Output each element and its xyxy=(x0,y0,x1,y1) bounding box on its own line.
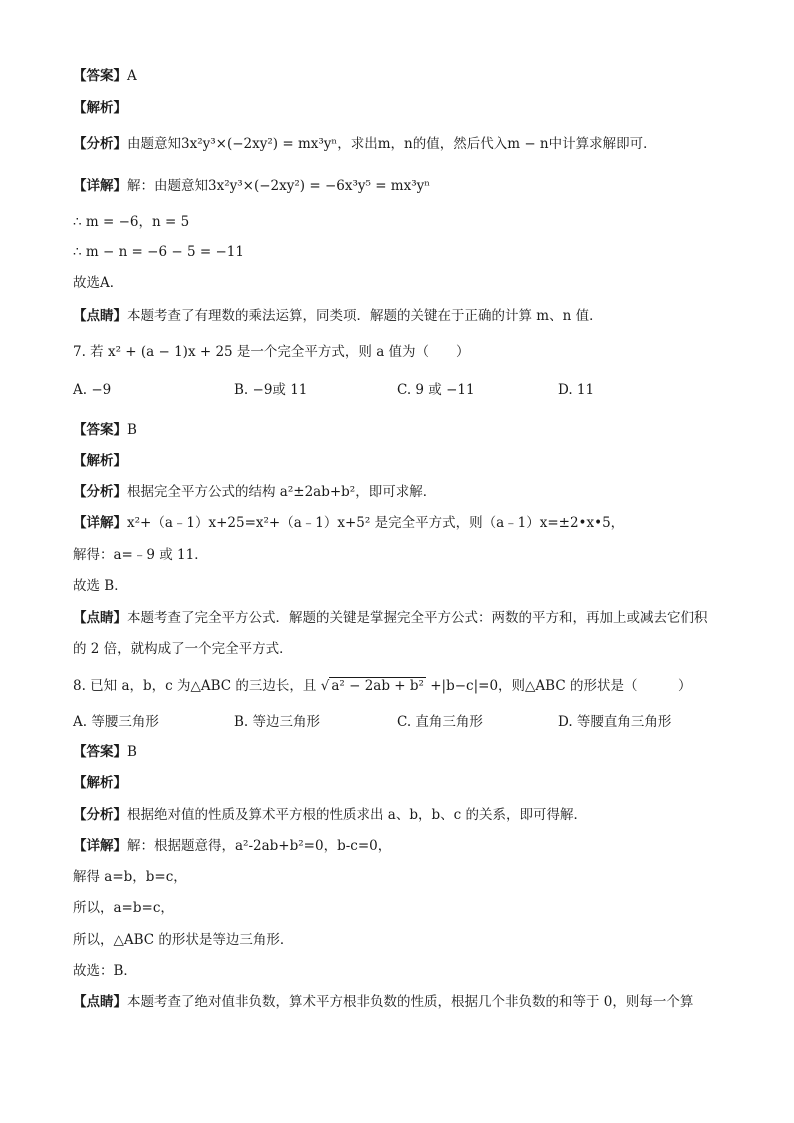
q7-option-c: C. 9 或 −11 xyxy=(397,382,475,398)
q8-fenxi-line xyxy=(73,805,587,825)
answer-value: B xyxy=(127,422,137,438)
q8-xiangjie-line xyxy=(73,836,391,856)
xiangjie-tag: 【详解】 xyxy=(73,838,127,854)
q6-dianjing-line xyxy=(73,306,603,326)
q7-option-d: D. 11 xyxy=(558,382,595,398)
q8-radicand: a² − 2ab + b² xyxy=(331,678,424,694)
q8-step-2: 所以，a=b=c， xyxy=(73,900,174,916)
dianjing-text: 本题考查了完全平方公式．解题的关键是掌握完全平方公式：两数的平方和，再加上或减去它们积的 2 倍，就构成了一个完全平方式． xyxy=(73,610,708,657)
q8-answer-line xyxy=(73,742,137,762)
q6-conclusion: 故选A． xyxy=(73,275,124,291)
q7-stem: 7. 若 x² + (a − 1)x + 25 是一个完全平方式，则 a 值为（ ） xyxy=(73,344,470,360)
q8-stem-pre: 8. 已知 a，b，c 为△ABC 的三边长，且 xyxy=(73,678,321,694)
q7-xiangjie-line xyxy=(73,513,624,533)
q8-conclusion: 故选：B． xyxy=(73,963,137,979)
q6-fenxi-line xyxy=(73,134,657,154)
answer-tag: 【答案】 xyxy=(73,68,127,84)
answer-tag: 【答案】 xyxy=(73,744,127,760)
q8-stem xyxy=(73,676,691,696)
dianjing-text: 本题考查了有理数的乘法运算，同类项．解题的关键在于正确的计算 m、n 值． xyxy=(127,308,603,324)
dianjing-tag: 【点睛】 xyxy=(73,610,127,626)
fenxi-tag: 【分析】 xyxy=(73,807,127,823)
q7-option-a: A. −9 xyxy=(73,382,112,398)
answer-tag: 【答案】 xyxy=(73,422,127,438)
q7-conclusion: 故选 B． xyxy=(73,578,128,594)
xiangjie-tag: 【详解】 xyxy=(73,515,127,531)
q7-step-1: 解得：a=﹣9 或 11． xyxy=(73,547,208,563)
q8-analysis-tag: 【解析】 xyxy=(73,775,127,791)
q7-answer-line xyxy=(73,420,137,440)
xiangjie-tag: 【详解】 xyxy=(73,178,127,194)
xiangjie-text: x²+（a﹣1）x+25=x²+（a﹣1）x+5² 是完全平方式，则（a﹣1）x=±2•x•5， xyxy=(127,515,625,531)
q6-xiangjie-line xyxy=(73,176,430,196)
q6-answer-line xyxy=(73,66,137,86)
xiangjie-text: 解：由题意知3x²y³×(−2xy²) = −6x³y⁵ = mx³yⁿ xyxy=(127,178,431,194)
q6-step-1: ∴ m = −6，n = 5 xyxy=(73,214,190,230)
dianjing-tag: 【点睛】 xyxy=(73,308,127,324)
q7-dianjing-line xyxy=(73,603,718,665)
q7-analysis-tag: 【解析】 xyxy=(73,453,127,469)
xiangjie-text: 解：根据题意得，a²-2ab+b²=0，b-c=0， xyxy=(127,838,392,854)
q8-option-c: C. 直角三角形 xyxy=(397,714,483,730)
q8-step-1: 解得 a=b，b=c， xyxy=(73,869,187,885)
fenxi-text: 由题意知3x²y³×(−2xy²) = mx³yⁿ，求出m，n的值，然后代入m − n中计算求解即可． xyxy=(127,136,657,152)
fenxi-tag: 【分析】 xyxy=(73,484,127,500)
sqrt-symbol: √ xyxy=(320,678,330,694)
q8-option-a: A. 等腰三角形 xyxy=(73,714,159,730)
q8-option-b: B. 等边三角形 xyxy=(234,714,321,730)
fenxi-text: 根据绝对值的性质及算术平方根的性质求出 a、b，b、c 的关系，即可得解． xyxy=(127,807,587,823)
fenxi-text: 根据完全平方公式的结构 a²±2ab+b²，即可求解． xyxy=(127,484,437,500)
answer-value: A xyxy=(127,68,137,84)
q6-step-2: ∴ m − n = −6 − 5 = −11 xyxy=(73,244,244,260)
fenxi-tag: 【分析】 xyxy=(73,136,127,152)
dianjing-tag: 【点睛】 xyxy=(73,994,127,1010)
q8-option-d: D. 等腰直角三角形 xyxy=(558,714,672,730)
answer-value: B xyxy=(127,744,137,760)
q8-step-3: 所以，△ABC 的形状是等边三角形． xyxy=(73,932,294,948)
q6-analysis-tag: 【解析】 xyxy=(73,100,127,116)
q8-dianjing-line xyxy=(73,992,693,1012)
q7-fenxi-line xyxy=(73,482,436,502)
q8-stem-post: +|b−c|=0，则△ABC 的形状是（ ） xyxy=(425,678,692,694)
q7-option-b: B. −9或 11 xyxy=(234,382,308,398)
dianjing-text: 本题考查了绝对值非负数，算术平方根非负数的性质，根据几个非负数的和等于 0，则每一个算 xyxy=(127,994,694,1010)
